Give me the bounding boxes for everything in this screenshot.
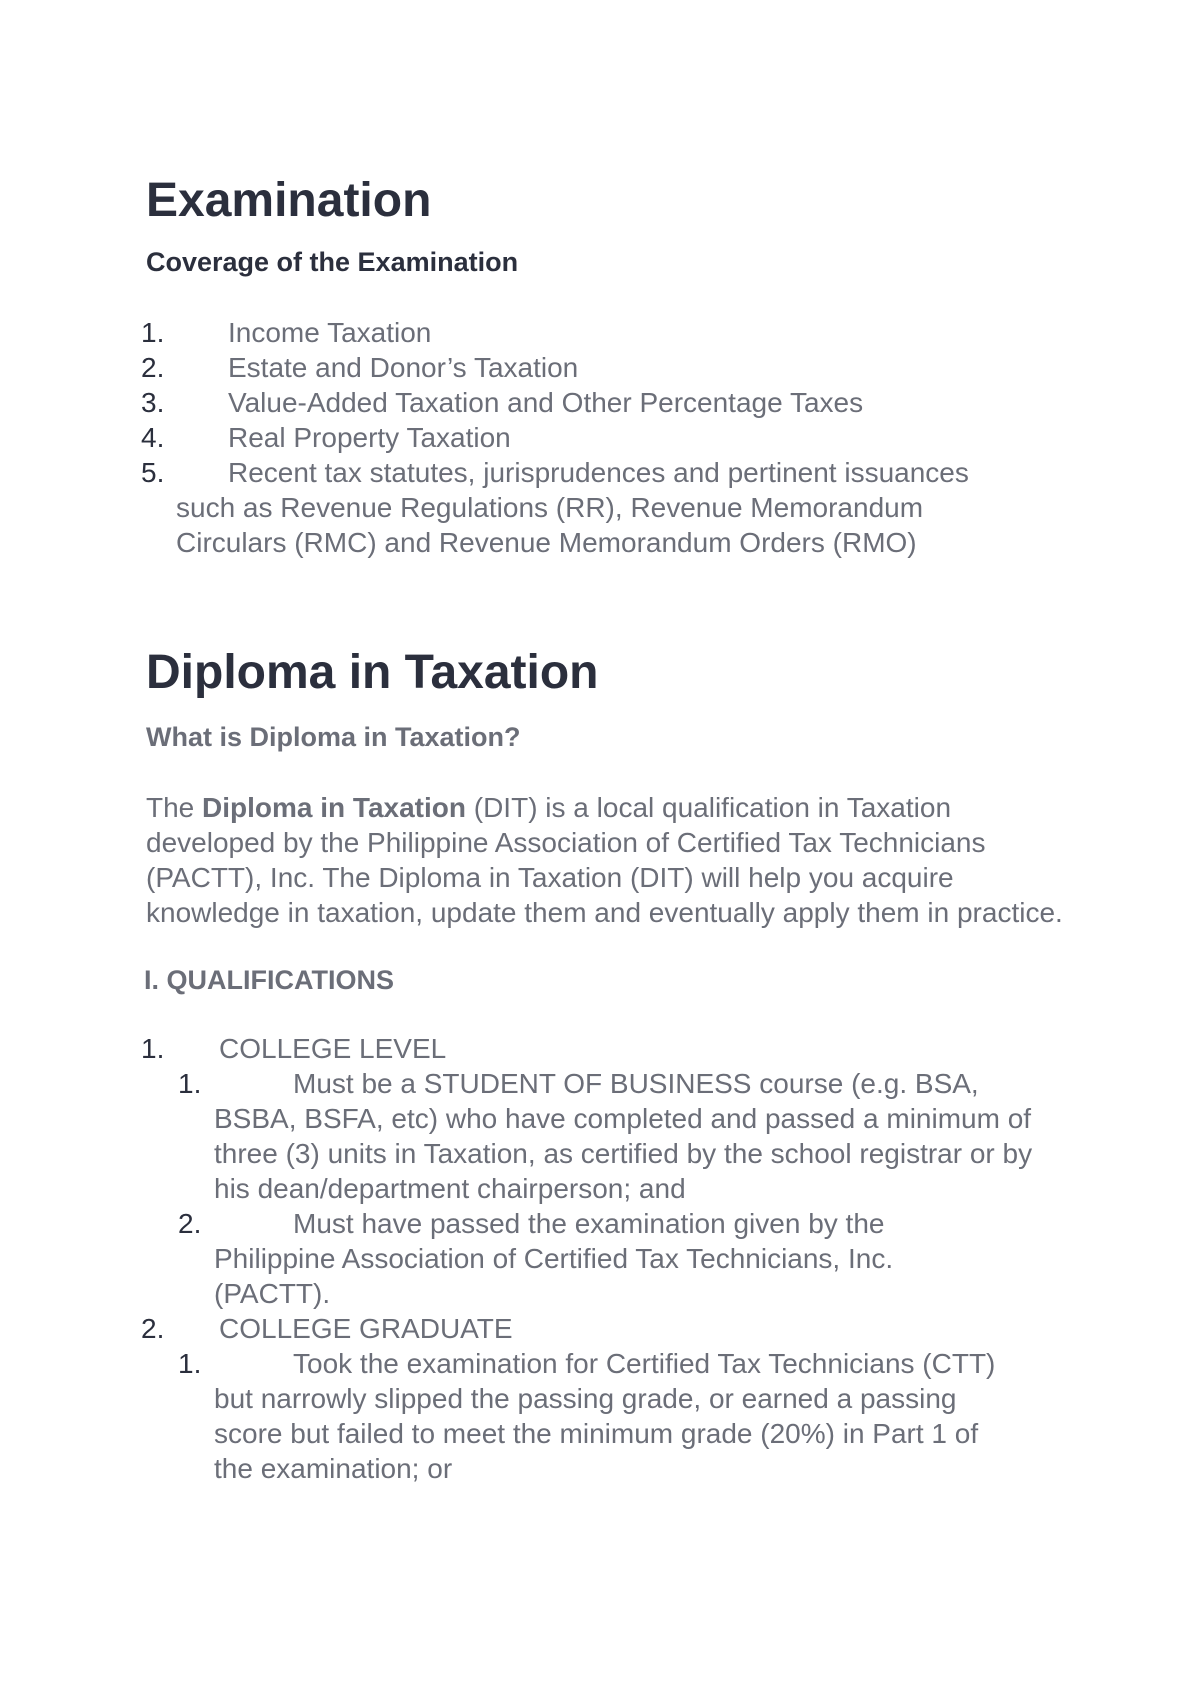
list-item: 1. Took the examination for Certified Tax Technicians (CTT) but narrowly slipped the passing grade, or earned a passing score but failed to meet the minimum grade (20%) in Part 1 of the examination; or bbox=[178, 1348, 996, 1484]
list-item: 1. Income Taxation bbox=[141, 317, 432, 348]
list-item: 2. Must have passed the examination given by the Philippine Association of Certified Tax Technicians, Inc. (PACTT). bbox=[178, 1208, 894, 1309]
list-item: 2. COLLEGE GRADUATE bbox=[141, 1313, 513, 1344]
list-item: 1. Must be a STUDENT OF BUSINESS course (e.g. BSA, BSBA, BSFA, etc) who have completed and passed a minimum of three (3) units in Taxation, as certified by the school registrar or by his dean/department chairperson; and bbox=[178, 1068, 1033, 1204]
qualifications-heading: I. QUALIFICATIONS bbox=[144, 965, 394, 995]
dit-question-heading: What is Diploma in Taxation? bbox=[146, 722, 521, 752]
section-title-examination: Examination bbox=[146, 174, 432, 227]
list-item: 4. Real Property Taxation bbox=[141, 422, 511, 453]
document-page bbox=[141, 170, 1076, 1486]
qualifications-list bbox=[141, 1031, 1076, 1486]
coverage-heading: Coverage of the Examination bbox=[146, 247, 519, 277]
list-item: 3. Value-Added Taxation and Other Percentage Taxes bbox=[141, 387, 864, 418]
section-title-diploma: Diploma in Taxation bbox=[146, 646, 599, 699]
list-item: 2. Estate and Donor’s Taxation bbox=[141, 352, 579, 383]
list-item: 5. Recent tax statutes, jurisprudences and pertinent issuances such as Revenue Regulations (RR), Revenue Memorandum Circulars (RMC) and Revenue Memorandum Orders (RMO) bbox=[141, 457, 969, 558]
dit-description: The Diploma in Taxation (DIT) is a local qualification in Taxation developed by the Philippine Association of Certified Tax Technicians (PACTT), Inc. The Diploma in Taxation (DIT) will help you acquire knowledge in taxation, update them and eventually apply them in practice. bbox=[146, 792, 1063, 928]
coverage-list bbox=[141, 315, 1076, 560]
list-item: 1. COLLEGE LEVEL bbox=[141, 1033, 447, 1064]
